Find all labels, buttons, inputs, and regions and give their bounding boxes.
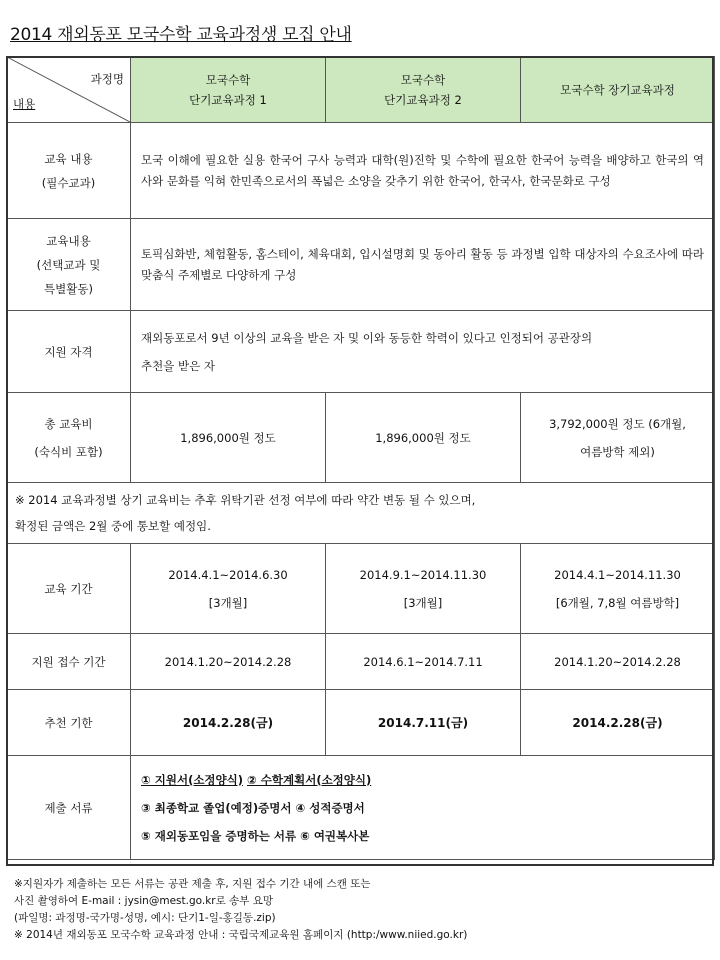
- application-label: 지원 접수 기간: [7, 634, 131, 690]
- period-course-1-dates: 2014.4.1~2014.6.30: [168, 567, 288, 582]
- cost-note-line2: 확정된 금액은 2월 중에 통보할 예정임.: [15, 519, 211, 533]
- elective-label: 교육내용: [46, 233, 91, 248]
- period-course-2-dates: 2014.9.1~2014.11.30: [359, 567, 487, 582]
- required-sublabel: (필수교과): [41, 175, 96, 190]
- required-label: 교육 내용: [44, 151, 93, 166]
- document-passport-copy: ⑥ 여권복사본: [300, 828, 370, 843]
- content-label: 내용: [13, 97, 36, 111]
- deadline-course-3: 2014.2.28(금): [521, 690, 715, 756]
- cost-course-1: 1,896,000원 정도: [131, 393, 326, 483]
- course-name-label: 과정명: [90, 72, 124, 86]
- deadline-course-1: 2014.2.28(금): [131, 690, 326, 756]
- footer-line-3: (파일명: 과정명-국가명-성명, 예시: 단기1-일-홍길동.zip): [14, 912, 276, 924]
- document-transcript: ④ 성적증명서: [295, 800, 365, 815]
- application-course-2: 2014.6.1~2014.7.11: [326, 634, 521, 690]
- document-graduation-certificate: ③ 최종학교 졸업(예정)증명서: [141, 800, 292, 815]
- course-2-line1: 모국수학: [400, 72, 446, 87]
- cost-label: 총 교육비: [44, 416, 93, 431]
- deadline-course-2: 2014.7.11(금): [326, 690, 521, 756]
- cost-sublabel: (숙식비 포함): [34, 444, 103, 459]
- cost-course-3-line1: 3,792,000원 정도 (6개월,: [549, 416, 686, 431]
- elective-text: 토픽심화반, 체험활동, 홈스테이, 체육대회, 입시설명회 및 동아리 활동 등 과정별 입학 대상자의 수요조사에 따라 맞춤식 주제별로 다양하게 구성: [131, 219, 715, 311]
- cost-course-2: 1,896,000원 정도: [326, 393, 521, 483]
- course-1-line2: 단기교육과정 1: [189, 92, 267, 107]
- period-label: 교육 기간: [7, 544, 131, 634]
- period-course-2-length: [3개월]: [403, 595, 443, 610]
- table-outer-border: [6, 56, 714, 866]
- cost-note-line1: ※ 2014 교육과정별 상기 교육비는 추후 위탁기관 선정 여부에 따라 약간 변동 될 수 있으며,: [15, 493, 476, 507]
- footer-line-2: 사진 촬영하여 E-mail : jysin@mest.go.kr로 송부 요망: [14, 895, 273, 907]
- application-course-3: 2014.1.20~2014.2.28: [521, 634, 715, 690]
- course-1-line1: 모국수학: [205, 72, 251, 87]
- footer-line-4: ※ 2014년 재외동포 모국수학 교육과정 안내 : 국립국제교육원 홈페이지 (http:/www.niied.go.kr): [14, 929, 468, 941]
- documents-label: 제출 서류: [7, 756, 131, 860]
- application-course-1: 2014.1.20~2014.2.28: [131, 634, 326, 690]
- course-2-line2: 단기교육과정 2: [384, 92, 462, 107]
- cost-course-3-line2: 여름방학 제외): [580, 444, 655, 459]
- elective-sublabel-1: (선택교과 및: [36, 257, 101, 272]
- required-text: 모국 이해에 필요한 실용 한국어 구사 능력과 대학(원)진학 및 수학에 필요한 한국어 능력을 배양하고 한국의 역사와 문화를 익혀 한민족으로서의 폭넓은 소양을 갖추기 위한 한국어, 한국사, 한국문화로 구성: [131, 123, 715, 219]
- footer-line-1: ※지원자가 제출하는 모든 서류는 공관 제출 후, 지원 접수 기간 내에 스캔 또는: [14, 878, 371, 890]
- period-course-3-dates: 2014.4.1~2014.11.30: [554, 567, 681, 582]
- deadline-label: 추천 기한: [7, 690, 131, 756]
- eligibility-label: 지원 자격: [7, 311, 131, 393]
- document-overseas-korean-proof: ⑤ 재외동포임을 증명하는 서류: [141, 828, 297, 843]
- eligibility-line-2: 추천을 받은 자: [141, 358, 215, 373]
- period-course-3-length: [6개월, 7,8월 여름방학]: [555, 595, 680, 610]
- eligibility-line-1: 재외동포로서 9년 이상의 교육을 받은 자 및 이와 동등한 학력이 있다고 인정되어 공관장의: [141, 330, 593, 345]
- page-title: 2014 재외동포 모국수학 교육과정생 모집 안내: [10, 25, 352, 45]
- footer-notes: [14, 876, 714, 944]
- course-3-line1: 모국수학 장기교육과정: [560, 82, 675, 97]
- document-application-form: ① 지원서(소정양식): [141, 772, 244, 787]
- document-study-plan: ② 수학계획서(소정양식): [247, 772, 372, 787]
- elective-sublabel-2: 특별활동): [44, 281, 93, 296]
- period-course-1-length: [3개월]: [208, 595, 248, 610]
